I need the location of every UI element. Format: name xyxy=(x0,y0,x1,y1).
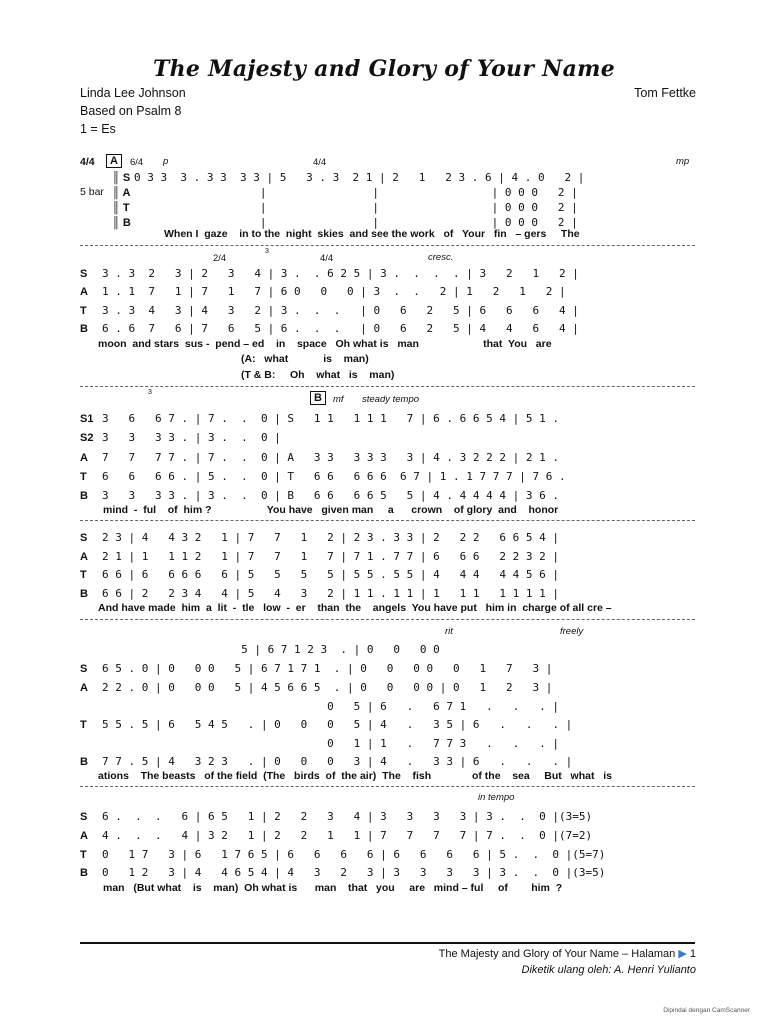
time-2-4: 2/4 xyxy=(213,253,227,264)
triplet-mark: 3 xyxy=(265,248,269,255)
soprano-line: S 2 3 | 4 4 3 2 1 | 7 7 1 2 | 2 3 . 3 3 | 2 2 2 6 6 5 4 | xyxy=(80,531,559,544)
alto-line: ║ A | | | 0 0 0 2 | xyxy=(112,186,578,199)
system-divider xyxy=(80,619,695,620)
tenor-line: T 6 6 6 6 . | 5 . . 0 | T 6 6 6 6 6 6 7 | 1 . 1 7 7 7 | 7 6 . xyxy=(80,470,566,483)
bass-line: B 0 1 2 3 | 4 4 6 5 4 | 4 3 2 3 | 3 3 3 3 | 3 . . 0 |(3=5) xyxy=(80,866,606,879)
soprano-line: S 6 5 . 0 | 0 0 0 5 | 6 7 1 7 1 . | 0 0 0 0 0 1 7 3 | xyxy=(80,662,553,675)
soprano-line: S 3 . 3 2 3 | 2 3 4 | 3 . . 6 2 5 | 3 . . . . | 3 2 1 2 | xyxy=(80,267,579,280)
freely-mark: freely xyxy=(560,626,584,637)
soprano1-line: S1 3 6 6 7 . | 7 . . 0 | S 1 1 1 1 1 7 | 6 . 6 6 5 4 | 5 1 . xyxy=(80,412,559,425)
time-4-4: 4/4 xyxy=(320,253,334,264)
section-b-marker: B xyxy=(310,391,326,405)
footer-page-label xyxy=(439,947,696,960)
system-divider xyxy=(80,245,695,246)
page-number: 1 xyxy=(689,948,696,960)
scan-watermark: Dipindai dengan CamScanner xyxy=(663,1007,750,1014)
soprano2-line: S2 3 3 3 3 . | 3 . . 0 | xyxy=(80,431,553,444)
lyrics-line: man (But what is man) Oh what is man that you are mind – ful of him ? xyxy=(103,882,563,894)
lyrics-line: moon and stars sus - pend – ed in space Oh what is man that You are xyxy=(98,338,552,350)
alto-line: A 4 . . . 4 | 3 2 1 | 2 2 1 1 | 7 7 7 7 | 7 . . 0 |(7=2) xyxy=(80,829,593,842)
in-tempo-mark: in tempo xyxy=(478,792,515,803)
alto-line: A 2 2 . 0 | 0 0 0 5 | 4 5 6 6 5 . | 0 0 0 0 | 0 1 2 3 | xyxy=(80,681,553,694)
time-signature: 4/4 xyxy=(80,156,95,168)
dynamic-mp: mp xyxy=(676,156,690,167)
footer-rule xyxy=(80,942,695,944)
dynamic-p: p xyxy=(163,156,169,167)
bar-count: 5 bar xyxy=(80,186,104,198)
bass-line: B 6 6 | 2 2 3 4 4 | 5 4 3 2 | 1 1 . 1 1 | 1 1 1 1 1 1 1 | xyxy=(80,587,559,600)
alto-line: A 2 1 | 1 1 1 2 1 | 7 7 1 7 | 7 1 . 7 7 | 6 6 6 2 2 3 2 | xyxy=(80,550,559,563)
system-divider xyxy=(80,386,695,387)
bass-line: B 7 7 . 5 | 4 3 2 3 . | 0 0 0 3 | 4 . 3 3 | 6 . . . | xyxy=(80,755,573,768)
bass-line: ║ B | | | 0 0 0 2 | xyxy=(112,216,578,229)
section-a-marker: A xyxy=(106,154,122,168)
triplet-mark: 3 xyxy=(148,389,152,396)
lyrics-tenor-bass: (T & B: Oh what is man) xyxy=(98,369,395,381)
soprano-line: S 6 . . . 6 | 6 5 1 | 2 2 3 4 | 3 3 3 3 | 3 . . 0 |(3=5) xyxy=(80,810,593,823)
composer: Tom Fettke xyxy=(634,86,696,100)
tenor-line: ║ T | | | 0 0 0 2 | xyxy=(112,201,578,214)
rit-mark: rit xyxy=(445,626,453,637)
tenor-line: T 0 1 7 3 | 6 1 7 6 5 | 6 6 6 6 | 6 6 6 6 | 5 . . 0 |(5=7) xyxy=(80,848,606,861)
lyrics-line: mind - ful of him ? You have given man a crown of glory and honor xyxy=(103,504,559,516)
alto-line: A 1 . 1 7 1 | 7 1 7 | 6 0 0 0 | 3 . . 2 | 1 2 1 2 | xyxy=(80,285,566,298)
alto-line: A 7 7 7 7 . | 7 . . 0 | A 3 3 3 3 3 3 | 4 . 3 2 2 2 | 2 1 . xyxy=(80,451,559,464)
retyped-credit: Diketik ulang oleh: A. Henri Yulianto xyxy=(521,964,696,976)
tenor-upper-line: 0 5 | 6 . 6 7 1 . . . | xyxy=(102,700,559,713)
bass-upper-line: 0 1 | 1 . 7 7 3 . . . | xyxy=(102,737,559,750)
descant-line: 5 | 6 7 1 2 3 . | 0 0 0 0 xyxy=(102,643,520,656)
lyrics-line: ations The beasts of the field (The birds of the air) The fish of the sea But what is xyxy=(98,770,612,782)
tenor-line: T 3 . 3 4 3 | 4 3 2 | 3 . . . | 0 6 2 5 | 6 6 6 4 | xyxy=(80,304,579,317)
system-divider xyxy=(80,520,695,521)
lyrics-line: When I gaze in to the night skies and see the work of Your fin – gers The xyxy=(164,228,580,240)
tenor-line: T 5 5 . 5 | 6 5 4 5 . | 0 0 0 5 | 4 . 3 5 | 6 . . . | xyxy=(80,718,573,731)
soprano-line: ║ S 0 3 3 3 . 3 3 3 3 | 5 3 . 3 2 1 | 2 1 2 3 . 6 | 4 . 0 2 | xyxy=(112,171,585,184)
lyrics-line: And have made him a lit - tle low - er than the angels You have put him in charge of all cre – xyxy=(98,602,612,614)
cresc-mark: cresc. xyxy=(428,252,454,263)
bass-line: B 3 3 3 3 . | 3 . . 0 | B 6 6 6 6 5 5 | 4 . 4 4 4 4 | 3 6 . xyxy=(80,489,559,502)
time-6-4: 6/4 xyxy=(130,157,144,168)
time-4-4: 4/4 xyxy=(313,157,327,168)
footer-title: The Majesty and Glory of Your Name – Halaman xyxy=(438,948,676,960)
song-title: The Majesty and Glory of Your Name xyxy=(152,56,616,82)
play-triangle-icon: ▶ xyxy=(678,948,687,960)
key-signature: 1 = Es xyxy=(80,122,116,136)
lyricist: Linda Lee Johnson xyxy=(80,86,186,100)
dynamic-mf: mf xyxy=(333,394,344,405)
system-divider xyxy=(80,786,695,787)
psalm-source: Based on Psalm 8 xyxy=(80,104,182,118)
bass-line: B 6 . 6 7 6 | 7 6 5 | 6 . . . | 0 6 2 5 | 4 4 6 4 | xyxy=(80,322,579,335)
tempo-mark: steady tempo xyxy=(362,394,420,405)
lyrics-alto: (A: what is man) xyxy=(98,353,369,365)
tenor-line: T 6 6 | 6 6 6 6 6 | 5 5 5 5 | 5 5 . 5 5 | 4 4 4 4 4 5 6 | xyxy=(80,568,559,581)
